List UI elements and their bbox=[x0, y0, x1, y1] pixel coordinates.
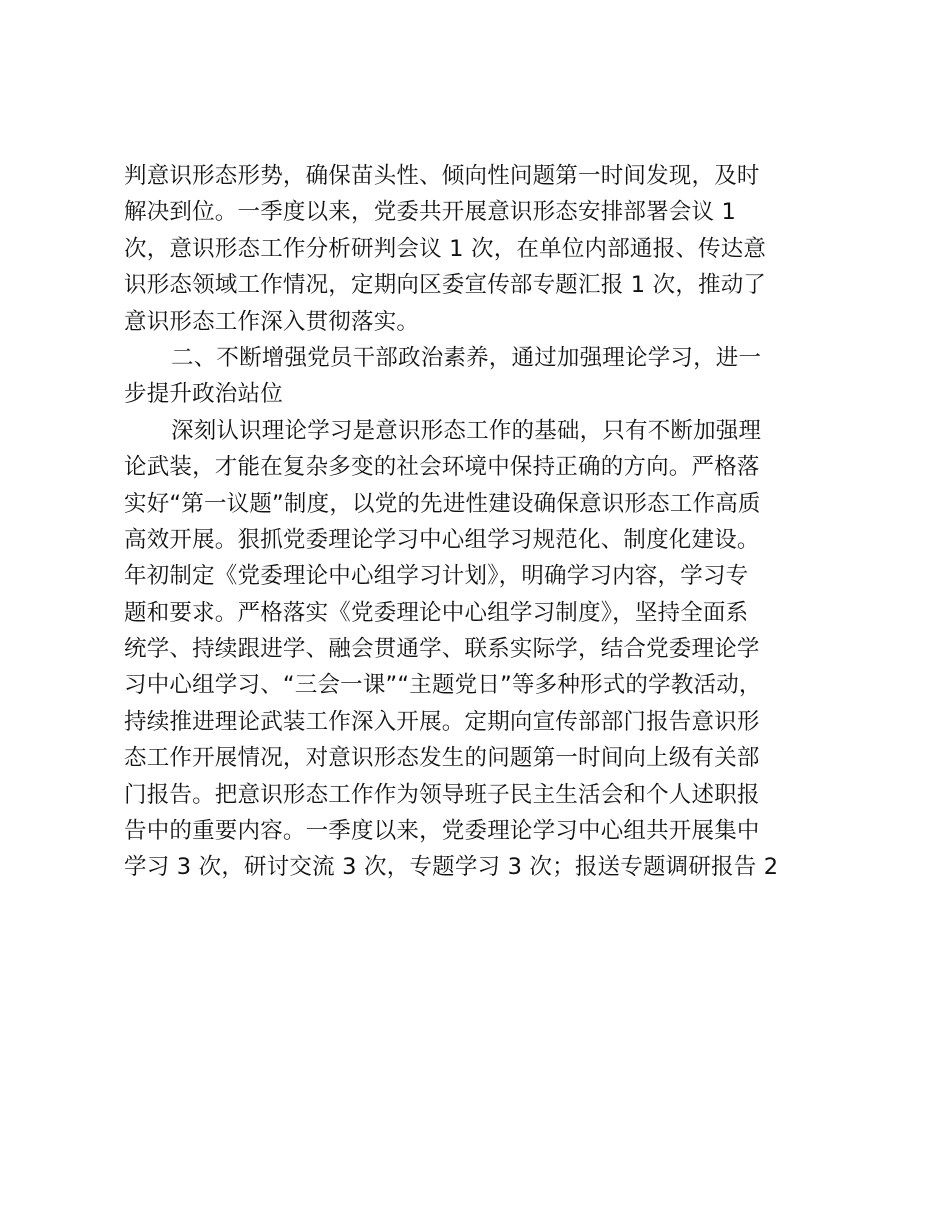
text-line: 持续推进理论武装工作深入开展。定期向宣传部部门报告意识形 bbox=[124, 708, 760, 735]
text-line: 判意识形态形势，确保苗头性、倾向性问题第一时间发现，及时 bbox=[124, 163, 760, 189]
text-line: 高效开展。狠抓党委理论学习中心组学习规范化、制度化建设。 bbox=[124, 526, 760, 553]
text-line: 年初制定《党委理论中心组学习计划》，明确学习内容，学习专 bbox=[124, 563, 749, 590]
text-line: 次，意识形态工作分析研判会议 1 次，在单位内部通报、传达意 bbox=[124, 235, 767, 262]
text-line: 实好“第一议题”制度，以党的先进性建设确保意识形态工作高质 bbox=[124, 490, 761, 517]
text-line: 论武装，才能在复杂多变的社会环境中保持正确的方向。严格落 bbox=[124, 454, 760, 481]
text-line: 告中的重要内容。一季度以来，党委理论学习中心组共开展集中 bbox=[124, 818, 760, 845]
text-line: 态工作开展情况，对意识形态发生的问题第一时间向上级有关部 bbox=[124, 745, 760, 772]
text-line: 学习 3 次，研讨交流 3 次，专题学习 3 次；报送专题调研报告 2 bbox=[124, 854, 779, 881]
text-line: 习中心组学习、“三会一课”“主题党日”等多种形式的学教活动， bbox=[124, 672, 762, 699]
text-line: 识形态领域工作情况，定期向区委宣传部专题汇报 1 次，推动了 bbox=[124, 272, 767, 299]
paragraph-start: 深刻认识理论学习是意识形态工作的基础，只有不断加强理 bbox=[171, 417, 762, 444]
body-text bbox=[124, 158, 824, 886]
text-line: 题和要求。严格落实《党委理论中心组学习制度》，坚持全面系 bbox=[124, 599, 749, 626]
section-heading: 二、不断增强党员干部政治素养，通过加强理论学习，进一 bbox=[171, 344, 762, 371]
text-line: 统学、持续跟进学、融会贯通学、联系实际学，结合党委理论学 bbox=[124, 636, 760, 663]
text-line: 意识形态工作深入贯彻落实。 bbox=[124, 308, 420, 335]
text-line: 门报告。把意识形态工作作为领导班子民主生活会和个人述职报 bbox=[124, 781, 760, 808]
text-line: 解决到位。一季度以来，党委共开展意识形态安排部署会议 1 bbox=[124, 199, 737, 226]
section-heading-continued: 步提升政治站位 bbox=[124, 381, 283, 408]
